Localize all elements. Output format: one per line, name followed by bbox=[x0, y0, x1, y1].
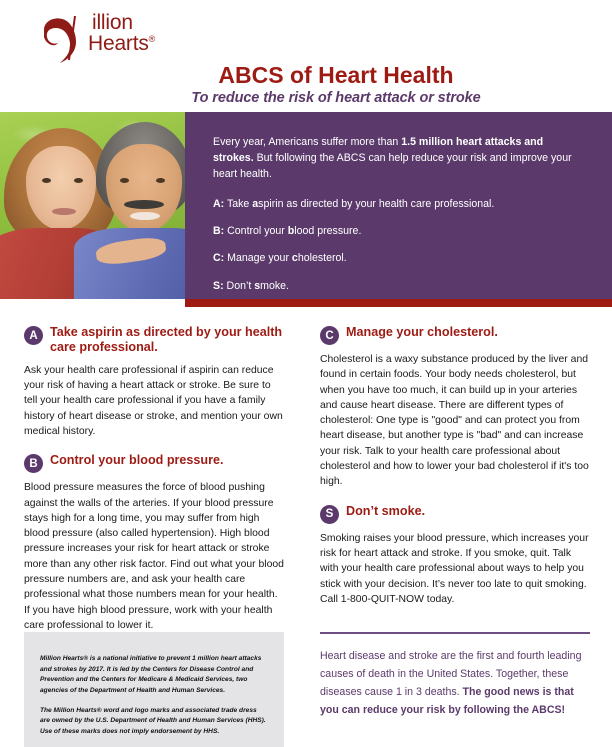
banner-item-b bbox=[213, 223, 586, 239]
banner-item-c bbox=[213, 250, 586, 266]
section-a bbox=[24, 325, 284, 439]
hero-banner bbox=[0, 112, 612, 299]
couple-photo bbox=[0, 112, 185, 299]
footer-divider bbox=[320, 632, 590, 634]
photo-woman-eye-left bbox=[42, 178, 51, 183]
page-title: ABCS of Heart Health bbox=[218, 62, 454, 88]
banner-letter-s: S: bbox=[213, 279, 224, 292]
registered-mark: ® bbox=[148, 34, 156, 44]
section-b-title: Control your blood pressure. bbox=[50, 453, 224, 468]
footer-message-callout: The good news is that you can reduce your risk by following the ABCS! bbox=[320, 685, 574, 717]
section-a-header bbox=[24, 325, 284, 356]
legal-notice-box bbox=[24, 632, 284, 747]
section-c-title: Manage your cholesterol. bbox=[346, 325, 498, 339]
banner-letter-a: A: bbox=[213, 198, 225, 211]
left-column bbox=[0, 325, 306, 631]
section-c-header bbox=[320, 325, 590, 345]
section-c bbox=[320, 325, 590, 490]
section-s-title: Don’t smoke. bbox=[346, 503, 426, 518]
logo-line-million: illion bbox=[92, 11, 133, 34]
title-block bbox=[0, 63, 612, 106]
banner-intro-part2: But following the ABCS can help reduce your risk and improve your heart health. bbox=[213, 152, 572, 181]
logo-line-hearts: Hearts® bbox=[88, 32, 156, 55]
content-area bbox=[0, 307, 612, 631]
photo-woman-eye-right bbox=[74, 178, 83, 183]
million-hearts-logo bbox=[34, 10, 154, 68]
photo-man-mustache bbox=[124, 200, 164, 209]
banner-item-c-bold: c bbox=[291, 252, 298, 265]
photo-man-mouth bbox=[130, 212, 160, 220]
section-s-body: Smoking raises your blood pressure, which increases your risk for heart attack and stroke. If you smoke, quit. Talk with your health care professional about ways to help you stick with your decision. It’s never too late to quit smoking. Call 1-800-QUIT-NOW today. bbox=[320, 532, 589, 605]
banner-item-a-bold: a bbox=[252, 198, 259, 211]
footer-message bbox=[320, 647, 590, 720]
badge-a: A bbox=[24, 326, 43, 345]
logo-wordmark bbox=[88, 12, 155, 54]
banner-item-b-bold: b bbox=[287, 225, 295, 238]
photo-man-shirt bbox=[74, 228, 185, 299]
photo-man-eye-left bbox=[120, 178, 129, 183]
legal-note-trademark: The Million Hearts® word and logo marks and associated trade dress are owned by the U.S. Department of Health and Human Services (HHS). Use of these marks does not imply endorsement by HHS. bbox=[40, 706, 266, 736]
banner-item-s-pre: Don’t bbox=[223, 279, 255, 292]
red-accent-bar bbox=[185, 299, 612, 307]
banner-item-a-post: spirin as directed by your health care professional. bbox=[258, 198, 495, 211]
banner-intro bbox=[213, 134, 586, 182]
section-b bbox=[24, 453, 284, 633]
banner-item-s bbox=[213, 278, 586, 294]
banner-intro-part1: Every year, Americans suffer more than bbox=[213, 136, 402, 148]
banner-item-b-pre: Control your bbox=[224, 225, 288, 238]
banner-letter-b: B: bbox=[213, 225, 225, 238]
page-header bbox=[0, 0, 612, 112]
badge-s: S bbox=[320, 505, 339, 524]
section-b-header bbox=[24, 453, 284, 473]
badge-b: B bbox=[24, 454, 43, 473]
section-a-title: Take aspirin as directed by your health care professional. bbox=[50, 325, 283, 355]
legal-note-initiative: Million Hearts® is a national initiative to prevent 1 million heart attacks and strokes by 2017. It is led by the Centers for Disease Control and Prevention and the Centers for Medicare & Medicaid Services, two agencies of the Department of Health and Human Services. bbox=[40, 655, 262, 695]
banner-item-s-bold: s bbox=[254, 279, 261, 292]
photo-man-eye-right bbox=[156, 178, 165, 183]
right-column bbox=[306, 325, 612, 625]
banner-intro-highlight: 1.5 million heart attacks and strokes. bbox=[213, 136, 544, 165]
section-s bbox=[320, 504, 590, 607]
banner-item-c-pre: Manage your bbox=[224, 252, 292, 265]
banner-item-a-pre: Take bbox=[224, 198, 253, 211]
footer-left bbox=[0, 632, 306, 747]
banner-text-block bbox=[185, 112, 612, 299]
page-footer bbox=[0, 632, 612, 747]
banner-item-c-post: holesterol. bbox=[297, 252, 347, 265]
footer-message-stats: Heart disease and stroke are the first and fourth leading causes of death in the United States. Together, these diseases cause 1 in 3 deaths. bbox=[320, 649, 582, 698]
banner-item-a bbox=[213, 196, 586, 212]
badge-c: C bbox=[320, 326, 339, 345]
section-s-header bbox=[320, 504, 590, 524]
banner-letter-c: C: bbox=[213, 252, 225, 265]
footer-right bbox=[306, 632, 612, 747]
banner-item-s-post: moke. bbox=[260, 279, 289, 292]
section-c-body: Cholesterol is a waxy substance produced by the liver and found in certain foods. Your body needs cholesterol, but when you have too much, it can build up in your arteries and cause heart disease. There are different types of cholesterol: One type is "good" and can protect you from heart disease, but another type is "bad" and can increase your risk. Talk to your health care professional about cholesterol and how to lower your bad cholesterol if it's too high. bbox=[320, 354, 589, 488]
section-a-body: Ask your health care professional if aspirin can reduce your risk of having a heart attack or stroke. Be sure to tell your health care professional if you have a family history of heart disease or stroke, and mention your own medical history. bbox=[24, 364, 283, 437]
page-subtitle: To reduce the risk of heart attack or stroke bbox=[191, 90, 481, 107]
photo-woman-mouth bbox=[52, 208, 76, 215]
section-b-body: Blood pressure measures the force of blood pushing against the walls of the arteries. If your blood pressure stays high for a long time, you may suffer from high blood pressure (also called hypertension). High blood pressure increases your risk for heart attack or stroke more than any other risk factor. Find out what your blood pressure numbers are, and ask your health care professional what those numbers mean for your health. If you have high blood pressure, work with your health care professional to lower it. bbox=[24, 482, 284, 631]
banner-item-b-post: lood pressure. bbox=[294, 225, 362, 238]
